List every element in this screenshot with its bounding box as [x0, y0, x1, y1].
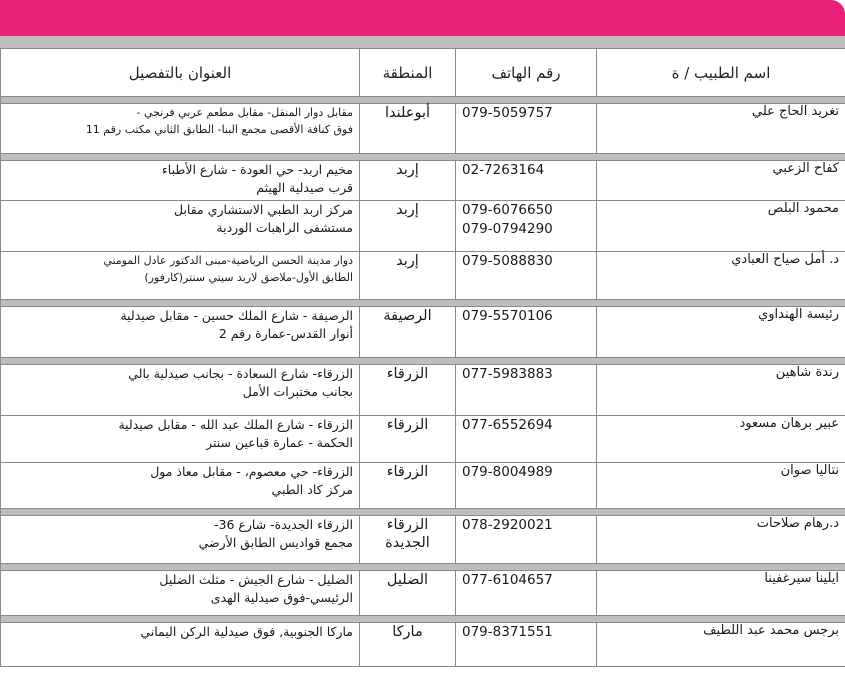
- row-separator: [1, 97, 845, 104]
- address-cell: [1, 161, 360, 201]
- phone-number: 077-5983883: [462, 366, 553, 382]
- address-line: مستشفى الراهبات الوردية: [216, 220, 353, 235]
- phone-cell: [456, 252, 597, 300]
- phone-cell: [456, 201, 597, 252]
- phone-cell: [456, 307, 597, 358]
- doctor-name: نتاليا صوان: [597, 463, 845, 509]
- phone-number: 079-0794290: [462, 221, 553, 237]
- header-gray-strip: [0, 36, 845, 48]
- area-cell: [360, 623, 456, 667]
- address-cell: [1, 571, 360, 616]
- row-separator: [1, 358, 845, 365]
- area-cell: [360, 571, 456, 616]
- area-cell: [360, 307, 456, 358]
- address-cell: [1, 516, 360, 564]
- phone-number: 079-5059757: [462, 105, 553, 121]
- area-cell: [360, 161, 456, 201]
- address-line: مجمع قواديس الطابق الأرضي: [198, 535, 353, 550]
- area-cell: [360, 201, 456, 252]
- header-phone: رقم الهاتف: [456, 49, 597, 97]
- phone-cell: [456, 463, 597, 509]
- address-cell: [1, 104, 360, 154]
- address-line: بجانب مختبرات الأمل: [242, 384, 353, 399]
- address-line: قرب صيدلية الهيثم: [256, 180, 353, 195]
- address-line: الرئيسي-فوق صيدلية الهدى: [210, 590, 353, 605]
- area-name: الزرقاء: [386, 517, 429, 533]
- address-cell: [1, 201, 360, 252]
- header-address: العنوان بالتفصيل: [1, 49, 360, 97]
- phone-cell: [456, 571, 597, 616]
- area-cell: [360, 252, 456, 300]
- table-row: [1, 516, 845, 564]
- table-row: [1, 365, 845, 416]
- area-name: إربد: [396, 162, 419, 178]
- area-name: أبوعلندا: [384, 105, 431, 121]
- address-line: مركز اربد الطبي الاستشاري مقابل: [173, 202, 353, 217]
- doctor-name: رئيسة الهنداوي: [597, 307, 845, 358]
- area-name: الزرقاء: [386, 417, 429, 433]
- area-name: الزرقاء: [386, 366, 429, 382]
- doctor-name: رندة شاهين: [597, 365, 845, 416]
- table-row: [1, 463, 845, 509]
- doctor-name: محمود البلص: [597, 201, 845, 252]
- table-row: [1, 416, 845, 463]
- phone-cell: [456, 365, 597, 416]
- phone-cell: [456, 416, 597, 463]
- phone-number: 078-2920021: [462, 517, 553, 533]
- phone-number: 079-8004989: [462, 464, 553, 480]
- address-line: مقابل دوار المنقل- مقابل مطعم عربي فرنجي -: [136, 106, 353, 119]
- area-name: ماركا: [392, 624, 423, 640]
- address-line: الطابق الأول-ملاصق لاربد سيتي سنتر(كارفور): [144, 271, 353, 284]
- area-cell: [360, 463, 456, 509]
- doctor-name: برجس محمد عبد اللطيف: [597, 623, 845, 667]
- phone-cell: [456, 104, 597, 154]
- phone-number: 079-5088830: [462, 253, 553, 269]
- row-separator: [1, 300, 845, 307]
- address-line: دوار مدينة الحسن الرياضية-مبنى الدكتور عادل المومني: [103, 254, 353, 267]
- row-separator: [1, 564, 845, 571]
- address-line: فوق كنافة الأقصى مجمع البنا- الطابق الثاني مكتب رقم 11: [85, 123, 353, 136]
- address-line: الحكمة - عمارة قباعين سنتر: [206, 435, 353, 450]
- doctor-name: عبير برهان مسعود: [597, 416, 845, 463]
- table-row: [1, 201, 845, 252]
- address-cell: [1, 623, 360, 667]
- row-separator: [1, 154, 845, 161]
- address-line: الضليل - شارع الجيش - مثلث الضليل: [159, 572, 353, 587]
- area-name: إربد: [396, 202, 419, 218]
- area-cell: [360, 516, 456, 564]
- phone-cell: [456, 623, 597, 667]
- doctor-name: ايلينا سيرغفينا: [597, 571, 845, 616]
- phone-number: 077-6552694: [462, 417, 553, 433]
- address-line: مركز كاد الطبي: [271, 482, 353, 497]
- phone-number: 02-7263164: [462, 162, 545, 178]
- area-name: الرصيفة: [383, 308, 432, 324]
- area-name: الزرقاء: [386, 464, 429, 480]
- phone-number: 079-6076650: [462, 202, 553, 218]
- table-row: [1, 252, 845, 300]
- area-name: الضليل: [386, 572, 429, 588]
- address-line: أنوار القدس-عمارة رقم 2: [218, 326, 353, 341]
- table-header-row: [1, 49, 845, 97]
- address-line: الزرقاء- حي معصوم، - مقابل معاذ مول: [150, 464, 353, 479]
- doctor-name: تغريد الحاج علي: [597, 104, 845, 154]
- address-cell: [1, 416, 360, 463]
- row-separator: [1, 509, 845, 516]
- header-accent-bar: [0, 0, 845, 36]
- address-line: مخيم اربد- حي العودة - شارع الأطباء: [161, 162, 353, 177]
- row-separator: [1, 616, 845, 623]
- table-row: [1, 161, 845, 201]
- doctor-name: د.رهام صلاحات: [597, 516, 845, 564]
- doctors-table: [0, 48, 845, 667]
- address-cell: [1, 307, 360, 358]
- address-cell: [1, 463, 360, 509]
- header-doctor-name: اسم الطبيب / ة: [597, 49, 845, 97]
- address-cell: [1, 252, 360, 300]
- phone-number: 079-8371551: [462, 624, 553, 640]
- phone-cell: [456, 516, 597, 564]
- doctor-name: كفاح الزعبي: [597, 161, 845, 201]
- phone-cell: [456, 161, 597, 201]
- table-row: [1, 623, 845, 667]
- address-line: الزرقاء الجديدة- شارع 36-: [213, 517, 353, 532]
- address-line: الرصيفة - شارع الملك حسين - مقابل صيدلية: [120, 308, 353, 323]
- table-row: [1, 104, 845, 154]
- phone-number: 079-5570106: [462, 308, 553, 324]
- table-row: [1, 571, 845, 616]
- header-area: المنطقة: [360, 49, 456, 97]
- address-line: الزرقاء - شارع الملك عبد الله - مقابل صيدلية: [118, 417, 353, 432]
- phone-number: 077-6104657: [462, 572, 553, 588]
- address-line: الزرقاء- شارع السعادة - بجانب صيدلية بالي: [128, 366, 353, 381]
- area-name: إربد: [396, 253, 419, 269]
- table-row: [1, 307, 845, 358]
- area-name: الجديدة: [385, 535, 430, 551]
- area-cell: [360, 416, 456, 463]
- area-cell: [360, 104, 456, 154]
- address-cell: [1, 365, 360, 416]
- address-line: ماركا الجنوبية, فوق صيدلية الركن اليماني: [140, 624, 353, 639]
- area-cell: [360, 365, 456, 416]
- doctor-name: د. أمل صياح العبادي: [597, 252, 845, 300]
